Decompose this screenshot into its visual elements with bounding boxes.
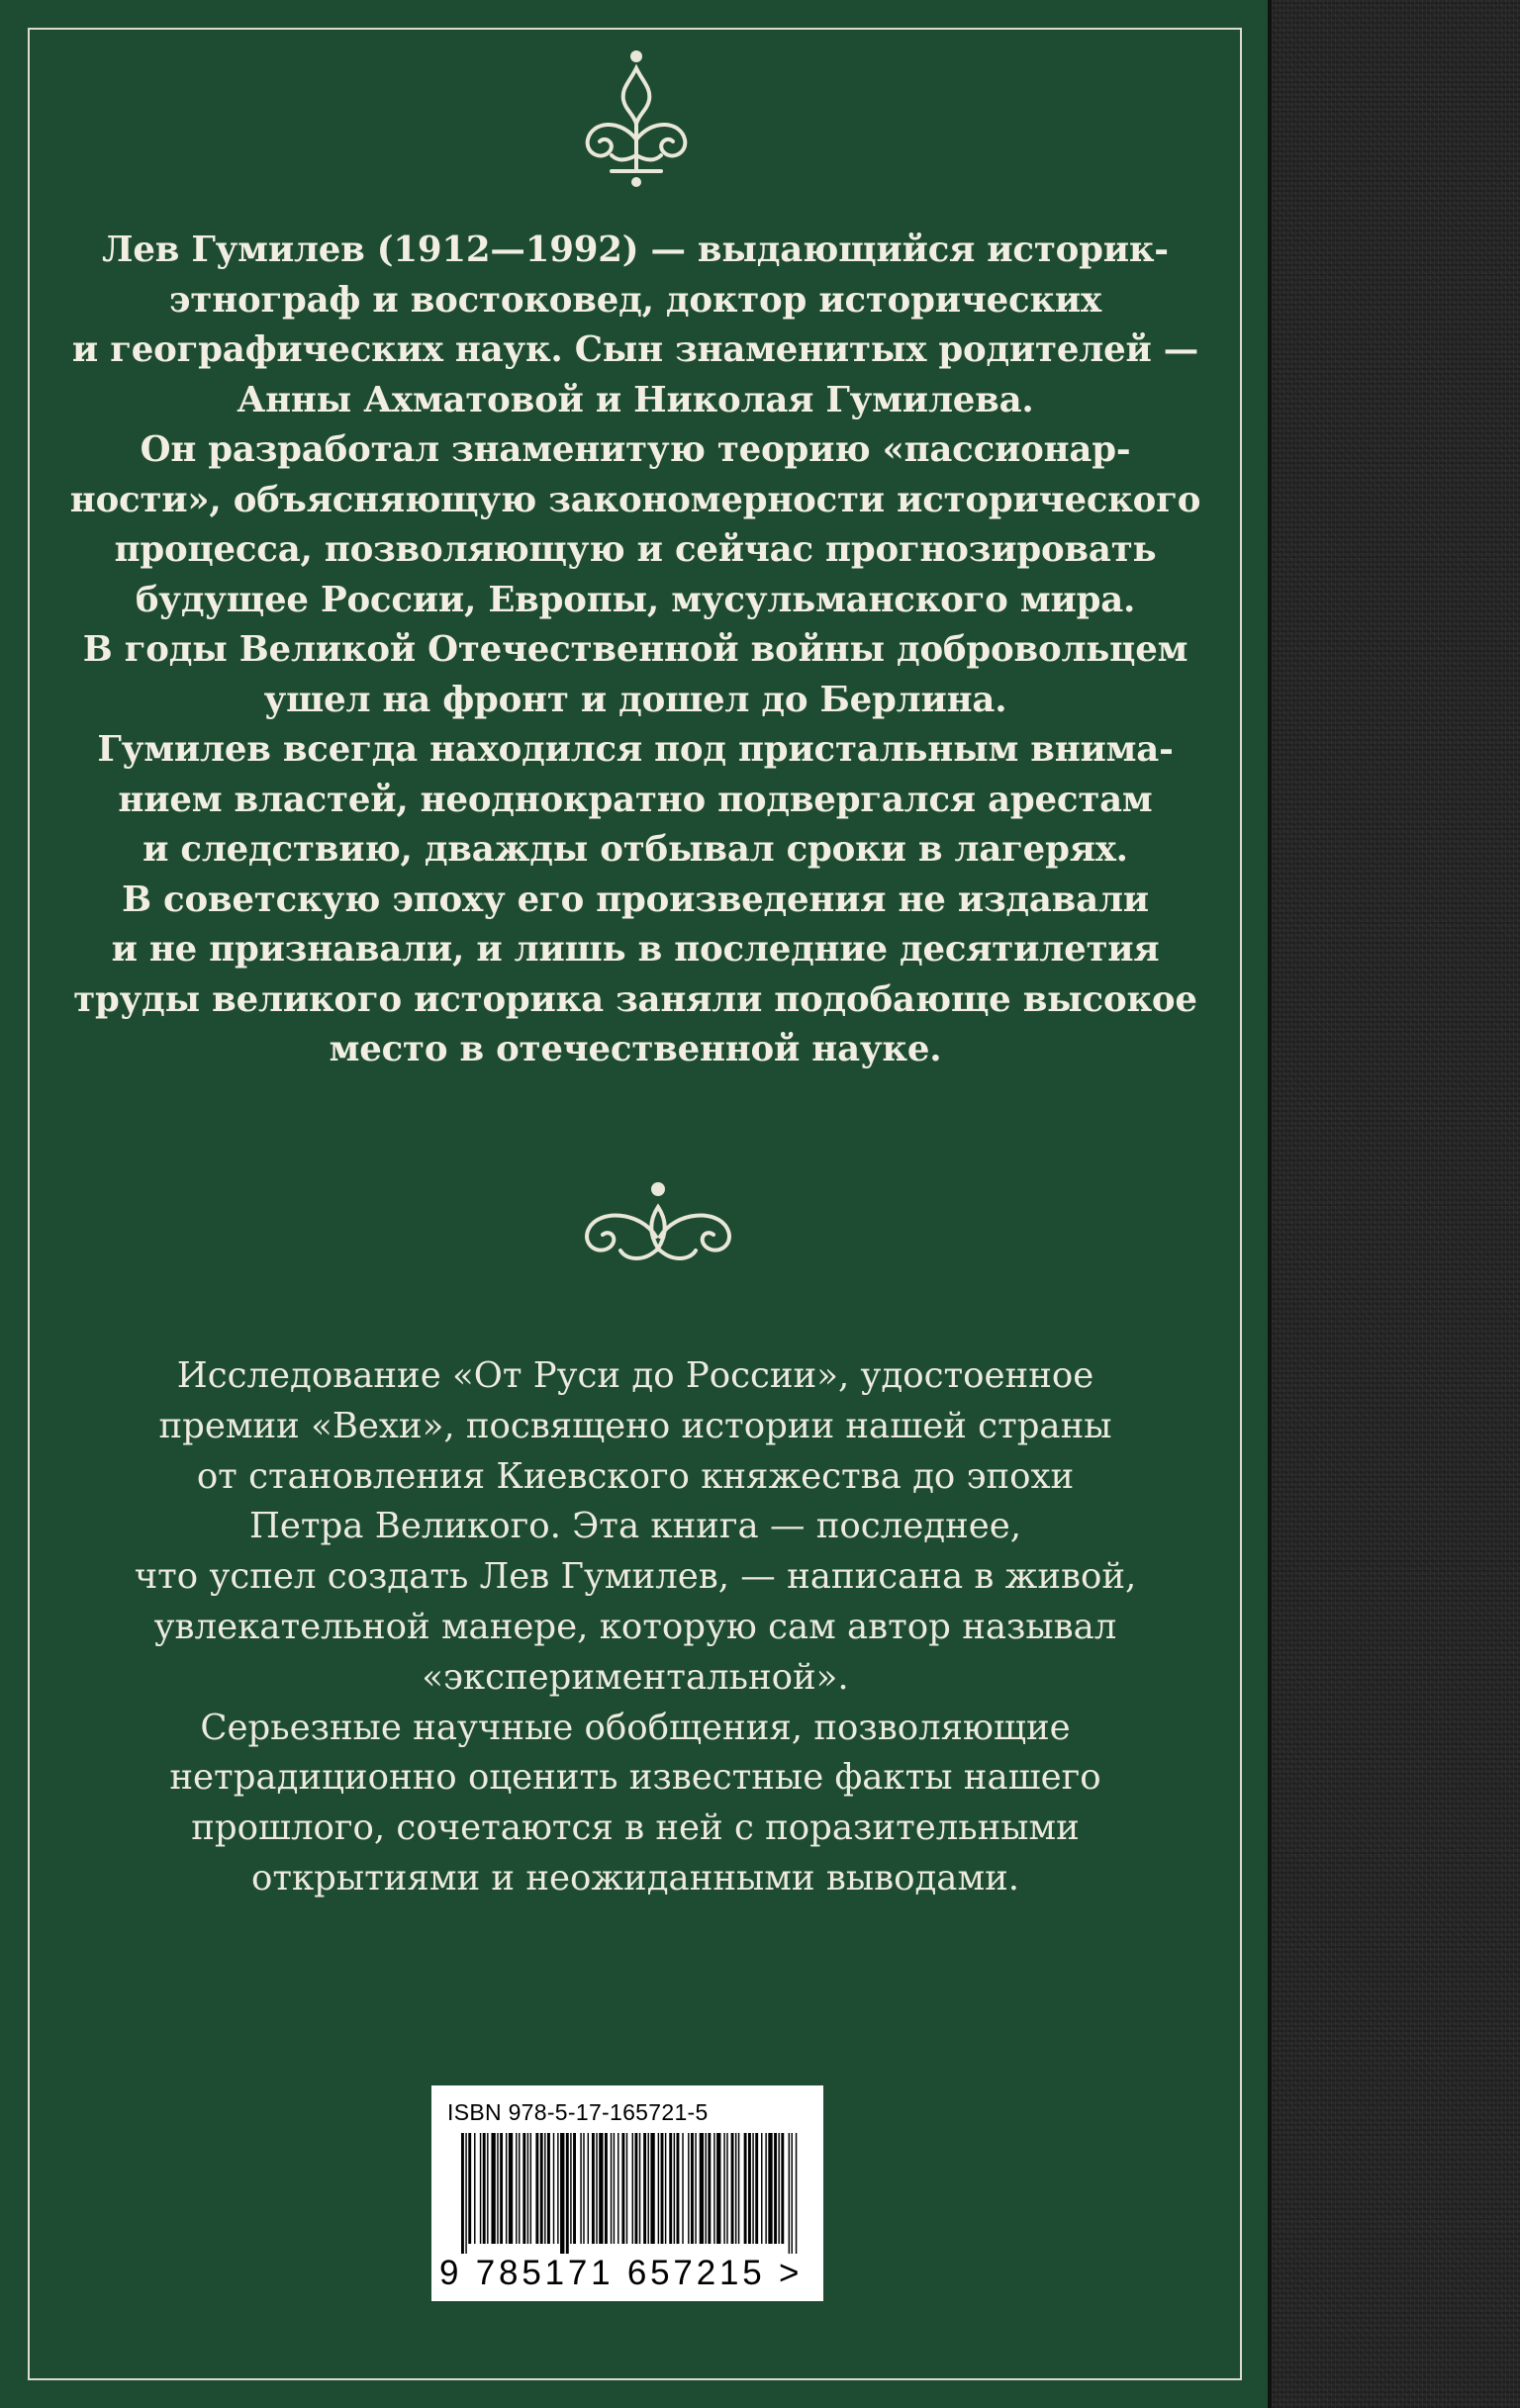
bio-line: будущее России, Европы, мусульманского мира. (135, 579, 1136, 620)
barcode-bar (544, 2133, 545, 2244)
barcode-bar (682, 2133, 683, 2244)
barcode-bar (540, 2133, 543, 2244)
barcode-bar (716, 2133, 720, 2244)
barcode-bar (755, 2133, 758, 2244)
barcode-bar (519, 2133, 520, 2244)
barcode-bar (516, 2133, 517, 2244)
isbn-label: ISBN 978-5-17-165721-5 (447, 2099, 709, 2125)
bio-line: процесса, позволяющую и сейчас прогнозировать (114, 529, 1157, 570)
barcode-bar (774, 2133, 777, 2244)
scroll-flourish-icon (569, 1177, 747, 1276)
barcode-bar (605, 2133, 608, 2244)
barcode-bar (588, 2133, 589, 2244)
barcode-bar (527, 2133, 528, 2244)
barcode-bar (480, 2133, 481, 2244)
barcode-bar (765, 2133, 766, 2244)
description-line: Серьезные научные обобщения, позволяющие (200, 1707, 1071, 1748)
bio-line: и не признавали, и лишь в последние десятилетия (111, 929, 1160, 970)
bio-line: нием властей, неоднократно подвергался арестам (118, 779, 1153, 820)
barcode-bar (560, 2133, 564, 2254)
barcode-bar (592, 2133, 595, 2244)
description-line: прошлого, сочетаются в ней с поразительными (191, 1807, 1080, 1849)
bio-line: В советскую эпоху его произведения не издавали (122, 879, 1149, 920)
barcode-bar (648, 2133, 649, 2244)
bio-line: Он разработал знаменитую теорию «пассионар- (140, 429, 1131, 470)
book-description (61, 1351, 1209, 1904)
barcode-bar (691, 2133, 694, 2244)
description-line: Исследование «От Руси до России», удостоенное (176, 1355, 1094, 1396)
barcode-bar (611, 2133, 612, 2244)
barcode-bar (731, 2133, 734, 2244)
barcode-bar (580, 2133, 581, 2244)
barcode-bar (626, 2133, 627, 2244)
barcode-bar (553, 2133, 554, 2244)
barcode-bar (768, 2133, 772, 2244)
barcode-bar (535, 2133, 538, 2244)
barcode-bar (634, 2133, 637, 2244)
description-line: увлекательной манере, которую сам автор называл (153, 1606, 1117, 1647)
bio-line: В годы Великой Отечественной войны добровольцем (82, 629, 1188, 670)
barcode-bar (596, 2133, 597, 2244)
barcode-bar (735, 2133, 736, 2244)
barcode-bar (674, 2133, 675, 2244)
barcode-bar (465, 2133, 466, 2254)
barcode-bar (723, 2133, 724, 2244)
bio-line: этнограф и востоковед, доктор исторических (168, 279, 1102, 321)
barcode-bar (761, 2133, 762, 2244)
barcode-bar (639, 2133, 640, 2244)
barcode-bar (599, 2133, 603, 2244)
barcode-bar (557, 2133, 558, 2244)
barcode-bar (713, 2133, 714, 2244)
spine-texture (1268, 0, 1520, 2408)
barcode-bar (632, 2133, 633, 2244)
bio-line: труды великого историка заняли подобающе высокое (73, 978, 1197, 1020)
barcode-bar (748, 2133, 751, 2244)
barcode-bar (700, 2133, 704, 2244)
barcode-bar (643, 2133, 646, 2244)
barcode-bar (658, 2133, 659, 2244)
barcode-bar (487, 2133, 488, 2244)
barcode-bar (726, 2133, 727, 2244)
barcode-bar (583, 2133, 584, 2244)
description-line: нетрадиционно оценить известные факты нашего (169, 1757, 1101, 1799)
barcode-bar (744, 2133, 747, 2244)
barcode-bar (695, 2133, 696, 2244)
barcode-bar (497, 2133, 498, 2244)
barcode-bar (706, 2133, 707, 2244)
description-line: что успел создать Лев Гумилев, — написана в живой, (134, 1556, 1137, 1598)
barcode-bar (461, 2133, 464, 2254)
barcode-bar (566, 2133, 569, 2254)
description-line: «экспериментальной». (422, 1656, 849, 1698)
bio-line: и следствию, дважды отбывал сроки в лагерях. (142, 829, 1128, 870)
barcode-bar (570, 2133, 571, 2244)
barcode-bar (778, 2133, 779, 2244)
barcode-bar (781, 2133, 784, 2244)
bio-line: Анны Ахматовой и Николая Гумилева. (237, 379, 1034, 420)
barcode-bar (468, 2133, 471, 2244)
description-line: премии «Вехи», посвящено истории нашей страны (158, 1405, 1112, 1446)
spine-edge (1268, 0, 1272, 2408)
barcode-bar (650, 2133, 654, 2244)
barcode-bars (461, 2133, 798, 2254)
barcode-bar (500, 2133, 503, 2244)
description-line: Петра Великого. Эта книга — последнее, (248, 1506, 1022, 1547)
barcode-bar (483, 2133, 486, 2244)
barcode-bar (708, 2133, 711, 2244)
bio-line: ушел на фронт и дошел до Берлина. (263, 679, 1007, 720)
bio-line: ности», объясняющую закономерности исторического (69, 479, 1201, 520)
barcode-digits: 9 785171 657215 > (439, 2254, 804, 2292)
barcode-bar (547, 2133, 550, 2244)
barcode-bar (669, 2133, 672, 2244)
barcode-bar (614, 2133, 615, 2244)
barcode-bar (677, 2133, 680, 2244)
bio-line: место в отечественной науке. (329, 1029, 942, 1069)
barcode-bar (573, 2133, 576, 2244)
barcode-bar (688, 2133, 689, 2244)
barcode-bar (491, 2133, 495, 2244)
barcode-bar (665, 2133, 666, 2244)
barcode-bar (661, 2133, 664, 2244)
barcode-bar (621, 2133, 624, 2244)
description-line: открытиями и неожиданными выводами. (250, 1857, 1020, 1899)
author-biography (61, 226, 1209, 1075)
barcode-bar (474, 2133, 475, 2244)
barcode-bar (738, 2133, 739, 2244)
barcode-bar (752, 2133, 753, 2244)
description-line: от становления Киевского княжества до эпохи (196, 1455, 1075, 1497)
barcode-bar (792, 2133, 793, 2254)
bio-line: Лев Гумилев (1912—1992) — выдающийся историк- (102, 230, 1169, 270)
barcode-bar (530, 2133, 531, 2244)
fleur-de-lis-scroll-icon (572, 45, 701, 188)
bio-line: Гумилев всегда находился под пристальным внима- (97, 729, 1174, 770)
isbn-barcode-box (431, 2085, 823, 2301)
barcode-bar (506, 2133, 507, 2244)
barcode-bar (522, 2133, 525, 2244)
barcode-bar (509, 2133, 513, 2244)
bio-line: и географических наук. Сын знаменитых родителей — (71, 329, 1199, 370)
barcode-bar (796, 2133, 797, 2254)
barcode-bar (789, 2133, 790, 2254)
